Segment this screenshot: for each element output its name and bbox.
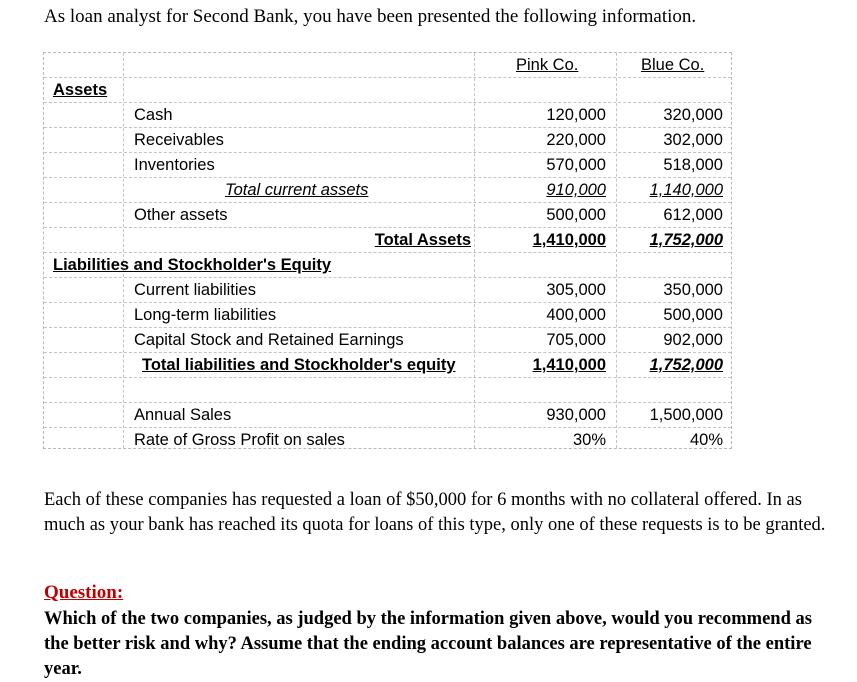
annual-sales-pink: 930,000	[546, 406, 606, 424]
inventories-pink: 570,000	[546, 156, 606, 174]
receivables-pink: 220,000	[546, 131, 606, 149]
capital-stock-label: Capital Stock and Retained Earnings	[134, 331, 404, 349]
cash-label: Cash	[134, 106, 173, 124]
total-current-assets-blue: 1,140,000	[649, 181, 723, 199]
long-term-liabilities-blue: 500,000	[663, 306, 723, 324]
annual-sales-label: Annual Sales	[134, 406, 232, 424]
liabilities-heading: Liabilities and Stockholder's Equity	[53, 256, 332, 274]
gross-profit-pink: 30%	[572, 431, 606, 449]
inventories-blue: 518,000	[663, 156, 723, 174]
total-current-assets-pink: 910,000	[546, 181, 606, 199]
financial-table	[43, 52, 732, 449]
total-liabilities-blue: 1,752,000	[649, 356, 723, 374]
total-liabilities-label: Total liabilities and Stockholder's equity	[142, 356, 456, 374]
question-label: Question:	[44, 582, 124, 603]
total-current-assets-label: Total current assets	[225, 181, 369, 199]
receivables-blue: 302,000	[663, 131, 723, 149]
other-assets-label: Other assets	[134, 206, 228, 224]
cash-pink: 120,000	[546, 106, 606, 124]
gross-profit-label: Rate of Gross Profit on sales	[134, 431, 345, 449]
assets-heading: Assets	[53, 81, 108, 99]
other-assets-pink: 500,000	[546, 206, 606, 224]
total-assets-label: Total Assets	[374, 231, 471, 249]
long-term-liabilities-pink: 400,000	[546, 306, 606, 324]
gross-profit-blue: 40%	[689, 431, 723, 449]
total-liabilities-pink: 1,410,000	[532, 356, 606, 374]
table-row	[44, 178, 731, 203]
capital-stock-blue: 902,000	[663, 331, 723, 349]
receivables-label: Receivables	[134, 131, 224, 149]
current-liabilities-pink: 305,000	[546, 281, 606, 299]
annual-sales-blue: 1,500,000	[649, 406, 723, 424]
header-blue: Blue Co.	[641, 56, 705, 74]
current-liabilities-label: Current liabilities	[134, 281, 256, 299]
loan-request-paragraph: Each of these companies has requested a loan of $50,000 for 6 months with no collateral offered. In as much as your bank has reached its quota for loans of this type, only one of these requests is to be granted.	[44, 490, 826, 535]
table-row	[44, 378, 731, 403]
current-liabilities-blue: 350,000	[663, 281, 723, 299]
table-row	[44, 53, 731, 78]
cash-blue: 320,000	[663, 106, 723, 124]
question-text: Which of the two companies, as judged by the information given above, would you recommend as the better risk and why? Assume that the ending account balances are representative of the entire year.	[44, 609, 812, 679]
capital-stock-pink: 705,000	[546, 331, 606, 349]
other-assets-blue: 612,000	[663, 206, 723, 224]
header-pink: Pink Co.	[516, 56, 579, 74]
table-row	[44, 78, 731, 103]
long-term-liabilities-label: Long-term liabilities	[134, 306, 277, 324]
inventories-label: Inventories	[134, 156, 215, 174]
intro-text: As loan analyst for Second Bank, you have been presented the following information.	[44, 6, 697, 27]
total-assets-pink: 1,410,000	[532, 231, 606, 249]
total-assets-blue: 1,752,000	[649, 231, 723, 249]
